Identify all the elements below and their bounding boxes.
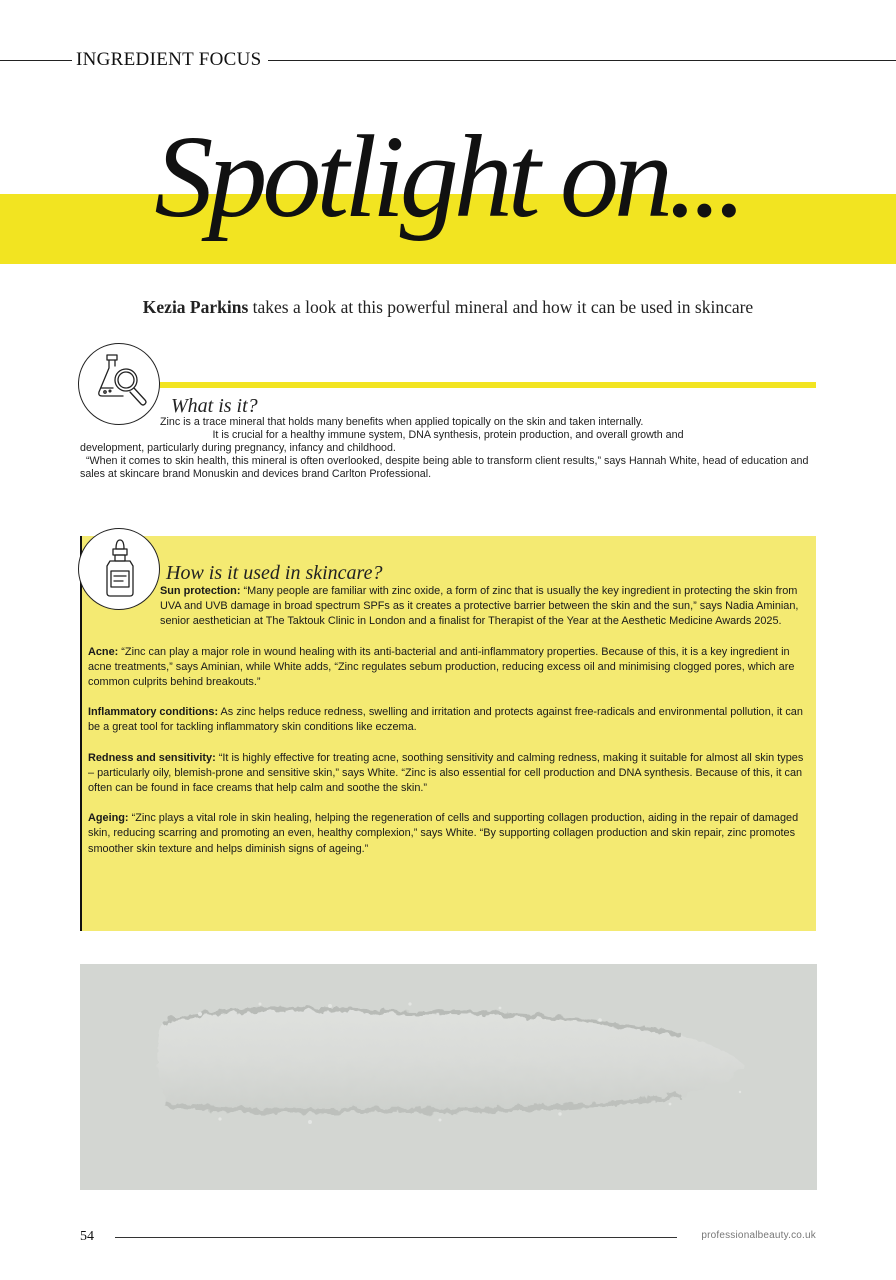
section-what-p1-line3: development, particularly during pregnancy, infancy and childhood. bbox=[80, 442, 396, 454]
powder-swatch-image bbox=[80, 964, 817, 1190]
acne-text: “Zinc can play a major role in wound healing with its anti-bacterial and anti-inflammatory properties. Because of this, it is a key ingredient in acne treatments,” says Aminian, while White adds, “Zinc regulates sebum production, reducing excess oil and minimising clogged pores, which are common culprits behind breakouts.” bbox=[88, 645, 795, 689]
sun-protection-text: “Many people are familiar with zinc oxide, a form of zinc that is usually the key ingredient in protecting the skin from UVA and UVB damage in broad spectrum SPFs as it creates a protective barrier between the skin and the sun,” says Nadia Aminian, senior aesthetician at The Taktouk Clinic in London and a finalist for Therapist of the Year at the Aesthetic Medicine Awards 2025. bbox=[160, 585, 799, 628]
section-what-p1-line1: Zinc is a trace mineral that holds many benefits when applied topically on the skin and taken internally. bbox=[160, 416, 644, 428]
ageing-label: Ageing: bbox=[88, 812, 129, 825]
redness-paragraph bbox=[88, 751, 808, 797]
footer-rule bbox=[115, 1237, 677, 1238]
inflammatory-label: Inflammatory conditions: bbox=[88, 706, 219, 719]
section-what-p2: “When it comes to skin health, this mineral is often overlooked, despite being able to transform client results,” says Hannah White, head of education and sales at skincare brand Monuskin and devices brand Carlton Professional. bbox=[80, 455, 809, 480]
section-what-paragraph-1-cont bbox=[80, 429, 816, 442]
section-what-body bbox=[80, 416, 816, 481]
acne-label: Acne: bbox=[88, 645, 119, 658]
sun-protection-label: Sun protection: bbox=[160, 585, 241, 597]
footer-website: professionalbeauty.co.uk bbox=[701, 1230, 816, 1241]
inflammatory-text: As zinc helps reduce redness, swelling and irritation and protects against free-radicals and environmental pollution, it can be a great tool for tackling inflammatory skin conditions like eczema. bbox=[88, 706, 803, 734]
section-what-icon-badge bbox=[78, 343, 160, 425]
ageing-text: “Zinc plays a vital role in skin healing, helping the regeneration of cells and supporting collagen production, aiding in the repair of damaged skin, reducing scarring and promoting an even, healthy complexion,” says White. “By supporting collagen production and skin repair, zinc promotes smoother skin texture and helps diminish signs of ageing.” bbox=[88, 812, 799, 855]
section-what-paragraph-2 bbox=[80, 455, 816, 481]
ageing-paragraph bbox=[88, 811, 808, 857]
redness-text: “It is highly effective for treating acne, soothing sensitivity and calming redness, making it suitable for almost all skin types – particularly oily, blemish-prone and sensitive skin,” says White. “Zinc is also essential for cell production and DNA synthesis. Because of this, it can often can be found in face creams that help calm and soothe the skin.” bbox=[88, 751, 804, 795]
section-what-paragraph-1-end bbox=[80, 442, 816, 455]
section-label: INGREDIENT FOCUS bbox=[72, 49, 268, 71]
author-name: Kezia Parkins bbox=[142, 297, 249, 317]
magnifier-flask-icon bbox=[79, 344, 161, 426]
standfirst-text: takes a look at this powerful mineral and how it can be used in skincare bbox=[248, 297, 754, 317]
section-what-p1-line2: It is crucial for a healthy immune system, DNA synthesis, protein production, and overall growth and bbox=[212, 429, 684, 441]
inflammatory-paragraph bbox=[88, 705, 808, 735]
section-how-heading: How is it used in skincare? bbox=[166, 562, 383, 584]
section-what-paragraph-1 bbox=[80, 416, 816, 429]
redness-label: Redness and sensitivity: bbox=[88, 751, 216, 764]
section-how-body bbox=[88, 584, 808, 872]
acne-paragraph bbox=[88, 645, 808, 691]
section-what-heading: What is it? bbox=[171, 395, 258, 417]
page-title: Spotlight on... bbox=[154, 111, 742, 242]
standfirst bbox=[130, 297, 766, 318]
sun-protection-paragraph bbox=[88, 584, 808, 630]
page-number: 54 bbox=[80, 1229, 94, 1244]
zinc-powder-photo bbox=[80, 964, 817, 1190]
section-what-accent-bar bbox=[160, 382, 816, 388]
